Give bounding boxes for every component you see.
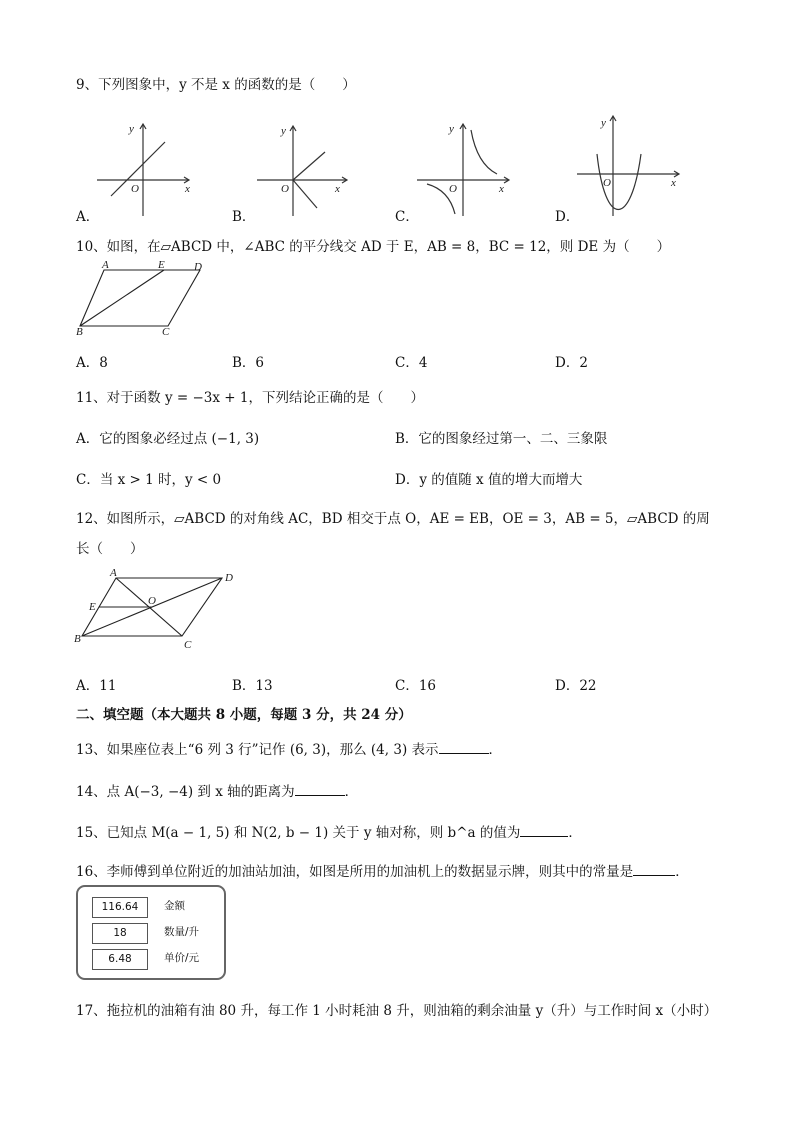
- q12-label-e: E: [89, 601, 96, 613]
- q9-option-a[interactable]: A．: [76, 209, 100, 225]
- q12-option-c[interactable]: C．16: [395, 678, 437, 694]
- q17-stem: 17、拖拉机的油箱有油 80 升，每工作 1 小时耗油 8 升，则油箱的剩余油量 y（升）与工作时间 x（小时）: [76, 1003, 718, 1019]
- q14-row: [76, 780, 358, 800]
- q9-d-y-label: y: [601, 117, 606, 129]
- q9-c-y-label: y: [449, 123, 454, 135]
- q11-stem: 11、对于函数 y = −3x + 1，下列结论正确的是（ ）: [76, 390, 424, 406]
- q12-stem-line2: 长（ ）: [76, 541, 144, 557]
- q9-graph-d: [575, 112, 685, 218]
- q9-option-b[interactable]: B．: [232, 209, 256, 225]
- section-2-title: 二、填空题（本大题共 8 小题，每题 3 分，共 24 分）: [76, 707, 412, 723]
- q12-label-a: A: [110, 567, 117, 579]
- q15-text: 15、已知点 M(a − 1, 5) 和 N(2, b − 1) 关于 y 轴对称，则 b^a 的值为: [76, 825, 521, 841]
- q10-label-c: C: [162, 326, 170, 338]
- q15-answer-blank[interactable]: [520, 822, 568, 837]
- q10-option-a[interactable]: A．8: [76, 355, 108, 371]
- q9-graph-b: [255, 118, 355, 218]
- q13-answer-blank[interactable]: [439, 739, 489, 754]
- q9-option-c[interactable]: C．: [395, 209, 419, 225]
- q11-option-b[interactable]: B．它的图象经过第一、二、三象限: [395, 431, 608, 447]
- q11-option-c[interactable]: C．当 x > 1 时，y < 0: [76, 472, 222, 488]
- q14-text: 14、点 A(−3, −4) 到 x 轴的距离为: [76, 784, 295, 800]
- q15-period: ．: [568, 825, 582, 841]
- q16-answer-blank[interactable]: [633, 861, 675, 876]
- q13-row: [76, 738, 502, 758]
- q12-label-d: D: [225, 572, 233, 584]
- q16-row: [76, 860, 689, 880]
- q12-parallelogram-figure: [72, 566, 242, 654]
- q12-option-d[interactable]: D．22: [555, 678, 597, 694]
- q10-option-b[interactable]: B．6: [232, 355, 265, 371]
- panel-amount-value: 116.64: [92, 897, 148, 918]
- q11-option-d[interactable]: D．y 的值随 x 值的增大而增大: [395, 472, 583, 488]
- q9-a-x-label: x: [185, 183, 190, 195]
- q9-option-d[interactable]: D．: [555, 209, 580, 225]
- q15-row: [76, 821, 582, 841]
- panel-price-value: 6.48: [92, 949, 148, 970]
- q9-stem: 9、下列图象中，y 不是 x 的函数的是（ ）: [76, 77, 356, 93]
- q12-label-c: C: [184, 639, 192, 651]
- q12-option-a[interactable]: A．11: [76, 678, 117, 694]
- q16-text: 16、李师傅到单位附近的加油站加油，如图是所用的加油机上的数据显示牌，则其中的常量是: [76, 864, 634, 880]
- q14-period: ．: [344, 784, 359, 800]
- q9-d-x-label: x: [671, 177, 676, 189]
- q10-label-d: D: [194, 261, 202, 273]
- panel-amount-label: 金额: [164, 900, 185, 912]
- q9-b-y-label: y: [281, 125, 286, 137]
- panel-price-label: 单价/元: [164, 952, 200, 964]
- q13-text: 13、如果座位表上“6 列 3 行”记作 (6, 3)，那么 (4, 3) 表示: [76, 742, 439, 758]
- q14-answer-blank[interactable]: [295, 781, 345, 796]
- panel-quantity-label: 数量/升: [164, 926, 200, 938]
- q12-option-b[interactable]: B．13: [232, 678, 273, 694]
- q12-label-o: O: [148, 595, 156, 607]
- q16-period: ．: [675, 864, 689, 880]
- q10-label-e: E: [158, 259, 165, 271]
- fuel-pump-display-panel: [76, 885, 226, 980]
- q9-a-origin: O: [131, 183, 139, 195]
- q11-option-a[interactable]: A．它的图象必经过点 (−1, 3): [76, 431, 260, 447]
- q10-option-d[interactable]: D．2: [555, 355, 588, 371]
- q9-a-y-label: y: [129, 123, 134, 135]
- q12-label-b: B: [74, 633, 81, 645]
- q10-option-c[interactable]: C．4: [395, 355, 428, 371]
- q10-stem: 10、如图，在▱ABCD 中，∠ABC 的平分线交 AD 于 E，AB = 8，BC = 12，则 DE 为（ ）: [76, 239, 671, 255]
- q9-d-origin: O: [603, 177, 611, 189]
- q9-graph-a: [95, 118, 195, 218]
- q9-b-x-label: x: [335, 183, 340, 195]
- q9-b-origin: O: [281, 183, 289, 195]
- q10-label-a: A: [102, 259, 109, 271]
- panel-quantity-value: 18: [92, 923, 148, 944]
- q9-graph-c: [415, 118, 515, 218]
- q10-parallelogram-figure: [76, 260, 216, 336]
- q10-label-b: B: [76, 326, 83, 338]
- q9-c-x-label: x: [499, 183, 504, 195]
- q9-c-origin: O: [449, 183, 457, 195]
- q9-graph-a-axes: [97, 124, 189, 216]
- q13-period: ．: [488, 742, 502, 758]
- q12-stem-line1: 12、如图所示，▱ABCD 的对角线 AC，BD 相交于点 O，AE = EB，OE = 3，AB = 5，▱ABCD 的周: [76, 511, 710, 527]
